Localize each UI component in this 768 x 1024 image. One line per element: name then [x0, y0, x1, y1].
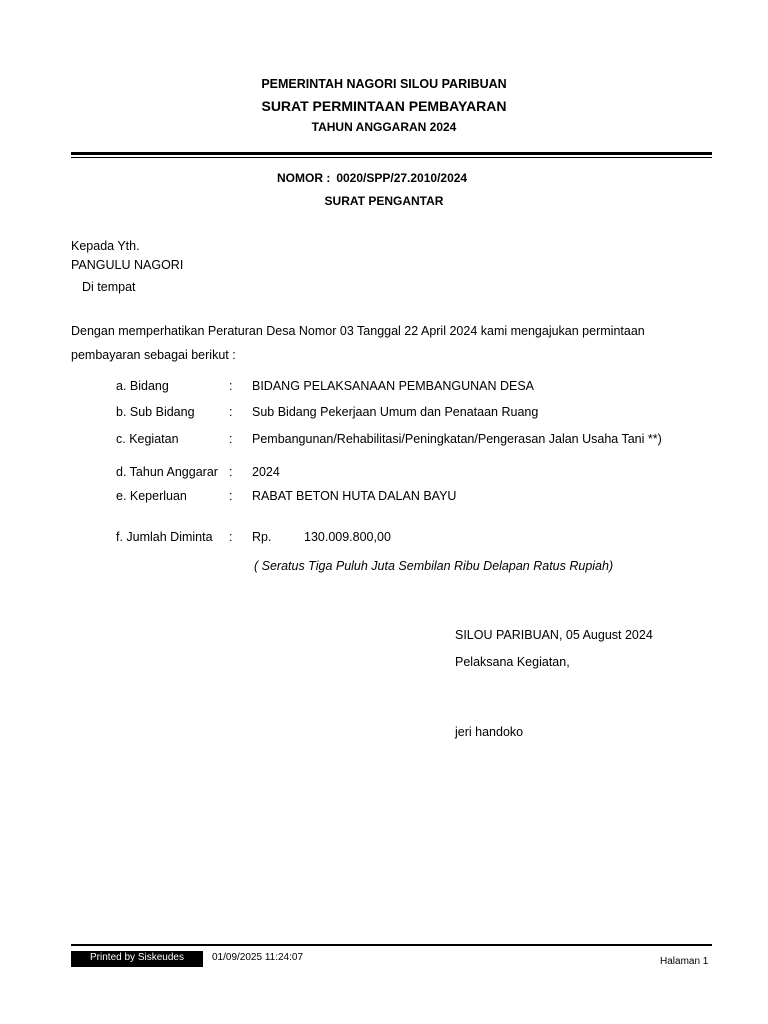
kegiatan-value: Pembangunan/Rehabilitasi/Peningkatan/Pengerasan Jalan Usaha Tani **) [252, 432, 662, 446]
printed-timestamp: 01/09/2025 11:24:07 [212, 952, 304, 963]
sub-bidang-colon: : [229, 405, 233, 419]
keperluan-colon: : [229, 489, 233, 503]
sub-bidang-label: b. Sub Bidang [116, 405, 195, 419]
signatory-name: jeri handoko [455, 725, 524, 739]
footer-divider [71, 944, 712, 946]
place-date: SILOU PARIBUAN, 05 August 2024 [455, 628, 653, 642]
header-divider-thin [71, 157, 712, 158]
tahun-anggaran-value: 2024 [252, 465, 280, 479]
kegiatan-label: c. Kegiatan [116, 432, 179, 446]
printed-by-badge: Printed by Siskeudes [71, 951, 203, 967]
recipient-greeting: Kepada Yth. [71, 239, 140, 253]
signatory-role: Pelaksana Kegiatan, [455, 655, 570, 669]
bidang-colon: : [229, 379, 233, 393]
document-number-value: 0020/SPP/27.2010/2024 [336, 171, 468, 185]
keperluan-value: RABAT BETON HUTA DALAN BAYU [252, 489, 457, 503]
tahun-anggaran-colon: : [229, 465, 233, 479]
page-number: Halaman 1 [660, 956, 709, 967]
keperluan-label: e. Keperluan [116, 489, 187, 503]
intro-paragraph-line2: pembayaran sebagai berikut : [71, 348, 236, 362]
document-subtitle: SURAT PENGANTAR [324, 194, 444, 208]
amount-in-words: ( Seratus Tiga Puluh Juta Sembilan Ribu Delapan Ratus Rupiah) [254, 559, 614, 573]
document-title: SURAT PERMINTAAN PEMBAYARAN [261, 98, 507, 114]
jumlah-value: 130.009.800,00 [304, 530, 391, 544]
government-name: PEMERINTAH NAGORI SILOU PARIBUAN [261, 77, 507, 91]
document-number [277, 171, 467, 185]
tahun-anggaran-label: d. Tahun Anggarar [116, 465, 218, 479]
jumlah-label: f. Jumlah Diminta [116, 530, 213, 544]
fiscal-year: TAHUN ANGGARAN 2024 [311, 120, 457, 134]
jumlah-colon: : [229, 530, 233, 544]
document-number-label: NOMOR : [277, 171, 331, 185]
sub-bidang-value: Sub Bidang Pekerjaan Umum dan Penataan Ruang [252, 405, 539, 419]
bidang-value: BIDANG PELAKSANAAN PEMBANGUNAN DESA [252, 379, 535, 393]
header-divider-thick [71, 152, 712, 155]
bidang-label: a. Bidang [116, 379, 169, 393]
kegiatan-colon: : [229, 432, 233, 446]
intro-paragraph-line1: Dengan memperhatikan Peraturan Desa Nomor 03 Tanggal 22 April 2024 kami mengajukan permintaan [71, 324, 645, 338]
currency-label: Rp. [252, 530, 272, 544]
recipient-location: Di tempat [82, 280, 136, 294]
recipient-name: PANGULU NAGORI [71, 258, 184, 272]
